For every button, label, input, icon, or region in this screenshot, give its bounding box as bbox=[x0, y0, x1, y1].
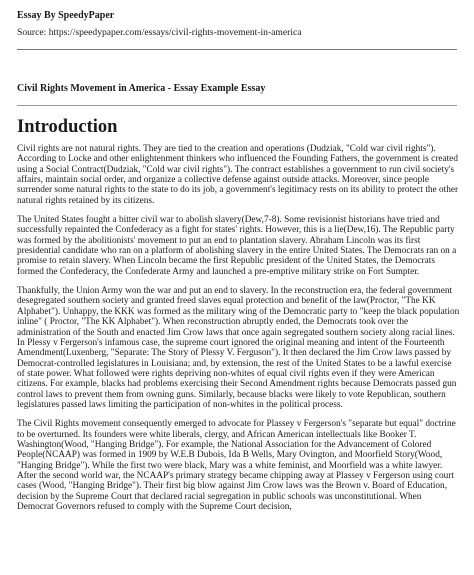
source-line: Source: https://speedypaper.com/essays/civil-rights-movement-in-america bbox=[17, 27, 302, 38]
title-divider bbox=[17, 105, 457, 106]
paragraph: The United States fought a bitter civil war to abolish slavery(Dew,7-8). Some revisionist historians have tried and successfully repainted the Confederacy as a fight for states' rights. However, this is a lie(Dew,16). The Republic party was formed by the abolitionists' movement to put an end to plantation slavery. Abraham Lincoln was its first presidential candidate who ran on a platform of abolishing slavery in the entire United States. The Democrats ran on a promise to retain slavery. When Lincoln became the first Republic president of the United States, the Democrats formed the Confederacy, the Confederate Army and launched a pre-emptive military strike on Fort Sumpter. bbox=[17, 215, 457, 277]
paragraph: The Civil Rights movement consequently emerged to advocate for Plassey v Fergerson's "separate but equal" doctrine to be overturned. Its founders were white liberals, clergy, and African American intellectuals like Booker T. Washington(Wood, "Hanging Bridge"). For example, the National Association for the Advancement of Colored People(NCAAP) was formed in 1909 by W.E.B Dubois, Ida B Wells, Mary Ovington, and Moorfield Story(Wood, "Hanging Bridge"). While the first two were black, Mary was a white feminist, and Moorfield was a white lawyer. After the second world war, the NCAAP's primary strategy became chipping away at Plassey v Fergerson using court cases (Wood, "Hanging Bridge"). Their first big blow against Jim Crow laws was the Brown v. Board of Education, decision by the Supreme Court that declared racial segregation in public schools was unconstitutional. When Democrat Governors refused to comply with the Supreme Court decision, bbox=[17, 419, 456, 512]
essay-body bbox=[17, 144, 460, 521]
essay-title: Civil Rights Movement in America - Essay Example Essay bbox=[17, 83, 266, 94]
paragraph: Thankfully, the Union Army won the war and put an end to slavery. In the reconstruction era, the federal government desegregated southern society and granted freed slaves equal protection and benefit of the law(Proctor, "The KK Alphabet"). Unhappy, the KKK was formed as the military wing of the Democratic party to "keep the black population inline" ( Proctor, "The KK Alphabet"). When reconstruction abruptly ended, the Democrats took over the administration of the South and enacted Jim Crow laws that once again segregated southern society along racial lines. In Plessy v Fergerson's infamous case, the supreme court ignored the original meaning and intent of the Fourteenth Amendment(Luxenberg, "Separate: The Story of Plessy V. Ferguson"). It then declared the Jim Crow laws passed by Democrat-controlled legislatures in Louisiana; and, by extension, the rest of the United States to be a lawful exercise of state power. What followed were rights depriving non-whites of equal civil rights even if they were American citizens. For example, blacks had problems exercising their Second Amendment rights because Democrats passed gun control laws to prevent them from owning guns. Similarly, because blacks were likely to vote Republican, southern legislatures passed laws limiting the participation of non-whites in the political process. bbox=[17, 286, 460, 410]
document-header-title: Essay By SpeedyPaper bbox=[17, 10, 115, 21]
paragraph: Civil rights are not natural rights. They are tied to the creation and operations (Dudziak, "Cold war civil rights"). According to Locke and other enlightenment thinkers who influenced the Founding Fathers, the government is created using a Social Contract(Dudziak, "Cold war civil rights"). The contract establishes a government to run civil society's affairs, maintain social order, and organize a collective defense against outside attacks. Moreover, since people surrender some natural rights to the state to do its job, a government's legitimacy rests on its ability to protect the other natural rights retained by its citizens. bbox=[17, 144, 459, 206]
section-heading: Introduction bbox=[17, 117, 118, 137]
header-divider bbox=[17, 49, 457, 50]
